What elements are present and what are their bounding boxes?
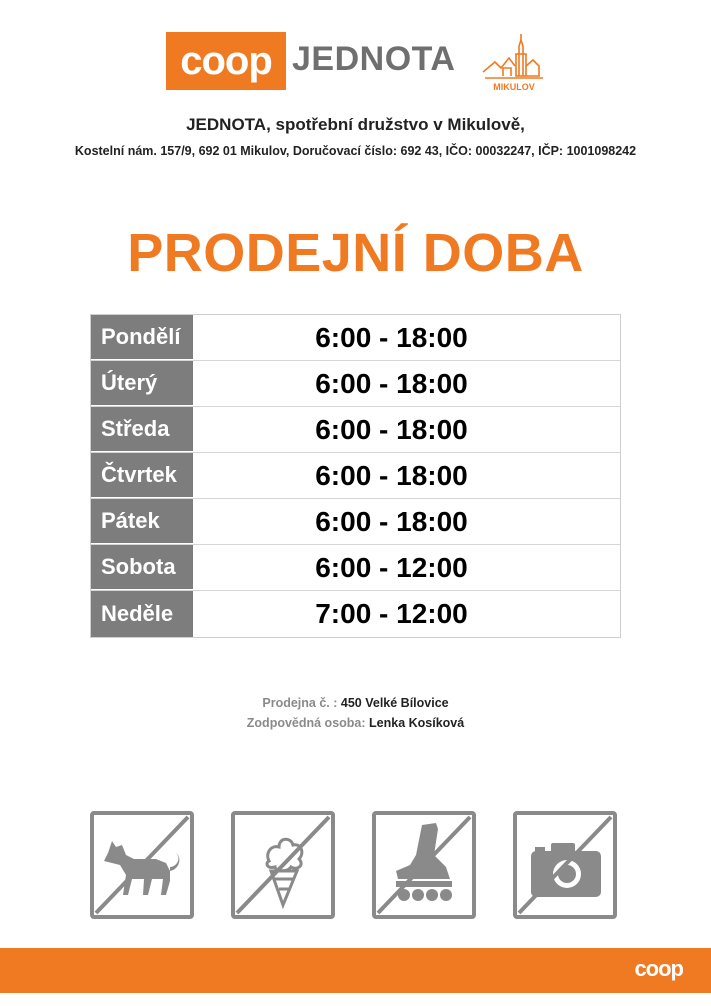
no-ice-cream-icon: [231, 811, 335, 919]
time-value: 6:00 - 18:00: [315, 413, 468, 445]
footer-coop-logo: coop: [634, 956, 683, 981]
day-label: Neděle: [91, 591, 193, 637]
store-number-line: [0, 693, 711, 713]
hours-row: [91, 315, 620, 361]
store-number-label: Prodejna č. :: [262, 696, 338, 710]
prohibition-icons: [0, 811, 711, 921]
footer-bar: [0, 948, 711, 993]
hours-row: [91, 499, 620, 545]
hours-row: [91, 591, 620, 637]
day-label: Čtvrtek: [91, 453, 193, 498]
store-number-value: 450 Velké Bílovice: [340, 696, 449, 710]
time-value: 6:00 - 18:00: [315, 321, 468, 353]
no-dogs-icon: [90, 811, 194, 919]
time-value: 6:00 - 18:00: [315, 505, 468, 537]
jednota-wordmark: JEDNOTA: [292, 40, 456, 78]
responsible-person-value: Lenka Kosíková: [369, 716, 465, 730]
organization-name: JEDNOTA, spotřební družstvo v Mikulově,: [186, 115, 525, 134]
time-value: 6:00 - 12:00: [315, 551, 468, 583]
time-value: 7:00 - 12:00: [315, 598, 468, 629]
store-info: [0, 693, 711, 733]
day-label: Sobota: [91, 545, 193, 590]
day-label: Středa: [91, 407, 193, 452]
responsible-person-line: [0, 713, 711, 733]
time-value: 6:00 - 18:00: [315, 459, 468, 491]
no-camera-icon: [513, 811, 617, 919]
time-value: 6:00 - 18:00: [315, 367, 468, 399]
hours-row: [91, 545, 620, 591]
hours-row: [91, 407, 620, 453]
day-label: Pondělí: [91, 315, 193, 360]
day-label: Pátek: [91, 499, 193, 544]
organization-address: Kostelní nám. 157/9, 692 01 Mikulov, Doručovací číslo: 692 43, IČO: 00032247, IČP: 1001098242: [74, 144, 637, 158]
header: [0, 32, 711, 92]
emblem-label: MIKULOV: [493, 82, 535, 92]
page-title: PRODEJNÍ DOBA: [127, 223, 584, 283]
mikulov-emblem-icon: [481, 32, 547, 94]
day-label: Úterý: [91, 361, 193, 406]
hours-row: [91, 361, 620, 407]
opening-hours-table: [90, 314, 621, 638]
coop-logo: coop: [166, 32, 286, 90]
hours-row: [91, 453, 620, 499]
responsible-person-label: Zodpovědná osoba:: [246, 716, 366, 730]
no-rollerblades-icon: [372, 811, 476, 919]
